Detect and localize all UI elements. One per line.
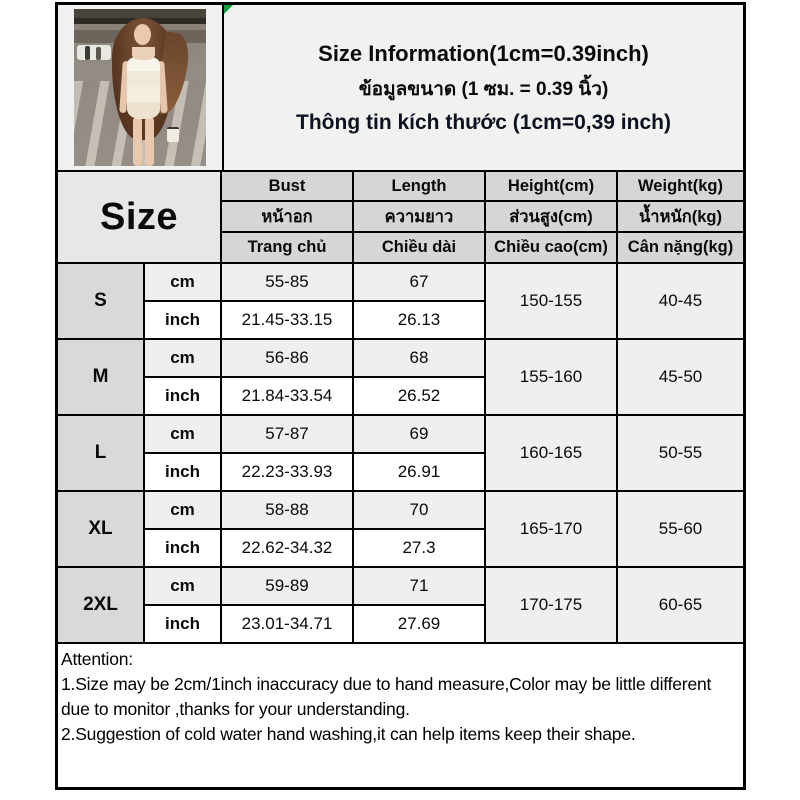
length-inch-value: 27.69 xyxy=(354,606,484,642)
unit-inch-label: inch xyxy=(145,530,220,566)
model-face xyxy=(134,24,151,45)
title-english: Size Information(1cm=0.39inch) xyxy=(318,40,649,66)
height-range-value: 170-175 xyxy=(486,568,616,642)
size-label: L xyxy=(58,416,143,490)
col-header-length-en: Length xyxy=(354,172,484,200)
attention-item-1: 1.Size may be 2cm/1inch inaccuracy due to hand measure,Color may be little different due to monitor ,thanks for your understanding. xyxy=(61,673,712,719)
size-chart-sheet xyxy=(55,2,746,790)
size-label: XL xyxy=(58,492,143,566)
size-label: 2XL xyxy=(58,568,143,642)
title-vietnamese: Thông tin kích thước (1cm=0,39 inch) xyxy=(296,110,671,134)
height-range-value: 160-165 xyxy=(486,416,616,490)
col-header-bust-en: Bust xyxy=(222,172,352,200)
unit-cm-label: cm xyxy=(145,416,220,452)
col-header-bust-vi: Trang chủ xyxy=(222,233,352,262)
length-inch-value: 26.13 xyxy=(354,302,484,338)
height-range-value: 150-155 xyxy=(486,264,616,338)
length-cm-value: 68 xyxy=(354,340,484,376)
attention-item-2: 2.Suggestion of cold water hand washing,it can help items keep their shape. xyxy=(61,723,636,744)
bust-cm-value: 59-89 xyxy=(222,568,352,604)
bust-inch-value: 23.01-34.71 xyxy=(222,606,352,642)
length-cm-value: 70 xyxy=(354,492,484,528)
col-header-height-th: ส่วนสูง(cm) xyxy=(486,202,616,231)
bust-cm-value: 56-86 xyxy=(222,340,352,376)
attention-heading: Attention: xyxy=(61,649,133,669)
unit-cm-label: cm xyxy=(145,340,220,376)
model-leg xyxy=(145,117,154,166)
length-inch-value: 27.3 xyxy=(354,530,484,566)
col-header-weight-th: น้ำหนัก(kg) xyxy=(618,202,743,231)
attention-note xyxy=(58,642,743,787)
model-white-dress xyxy=(127,57,160,119)
bust-inch-value: 21.45-33.15 xyxy=(222,302,352,338)
bust-inch-value: 22.62-34.32 xyxy=(222,530,352,566)
photo-pedestrian xyxy=(96,47,101,60)
col-header-bust-th: หน้าอก xyxy=(222,202,352,231)
title-thai: ข้อมูลขนาด (1 ซม. = 0.39 นิ้ว) xyxy=(358,78,609,100)
model-neckline xyxy=(132,47,155,60)
photo-cell xyxy=(58,5,224,170)
col-header-length-th: ความยาว xyxy=(354,202,484,231)
photo-van xyxy=(77,45,111,60)
col-header-length-vi: Chiều dài xyxy=(354,233,484,262)
col-header-weight-vi: Cân nặng(kg) xyxy=(618,233,743,262)
unit-cm-label: cm xyxy=(145,492,220,528)
bust-cm-value: 55-85 xyxy=(222,264,352,300)
length-cm-value: 71 xyxy=(354,568,484,604)
col-header-weight-en: Weight(kg) xyxy=(618,172,743,200)
size-label: S xyxy=(58,264,143,338)
length-cm-value: 69 xyxy=(354,416,484,452)
top-section xyxy=(58,5,743,172)
bust-inch-value: 22.23-33.93 xyxy=(222,454,352,490)
col-header-height-vi: Chiều cao(cm) xyxy=(486,233,616,262)
bust-cm-value: 57-87 xyxy=(222,416,352,452)
unit-cm-label: cm xyxy=(145,568,220,604)
weight-range-value: 50-55 xyxy=(618,416,743,490)
weight-range-value: 40-45 xyxy=(618,264,743,338)
size-table xyxy=(58,172,743,642)
col-header-height-en: Height(cm) xyxy=(486,172,616,200)
bust-cm-value: 58-88 xyxy=(222,492,352,528)
bust-inch-value: 21.84-33.54 xyxy=(222,378,352,414)
model-handbag xyxy=(167,127,179,142)
length-inch-value: 26.91 xyxy=(354,454,484,490)
weight-range-value: 55-60 xyxy=(618,492,743,566)
unit-inch-label: inch xyxy=(145,378,220,414)
size-label: M xyxy=(58,340,143,414)
size-header-cell: Size xyxy=(58,172,220,262)
length-cm-value: 67 xyxy=(354,264,484,300)
unit-inch-label: inch xyxy=(145,302,220,338)
title-panel xyxy=(224,5,743,170)
green-corner-marker-icon xyxy=(224,5,233,14)
unit-cm-label: cm xyxy=(145,264,220,300)
weight-range-value: 45-50 xyxy=(618,340,743,414)
weight-range-value: 60-65 xyxy=(618,568,743,642)
length-inch-value: 26.52 xyxy=(354,378,484,414)
unit-inch-label: inch xyxy=(145,454,220,490)
unit-inch-label: inch xyxy=(145,606,220,642)
model-leg xyxy=(133,117,142,166)
height-range-value: 155-160 xyxy=(486,340,616,414)
photo-pedestrian xyxy=(85,46,90,60)
height-range-value: 165-170 xyxy=(486,492,616,566)
product-photo xyxy=(74,9,206,166)
